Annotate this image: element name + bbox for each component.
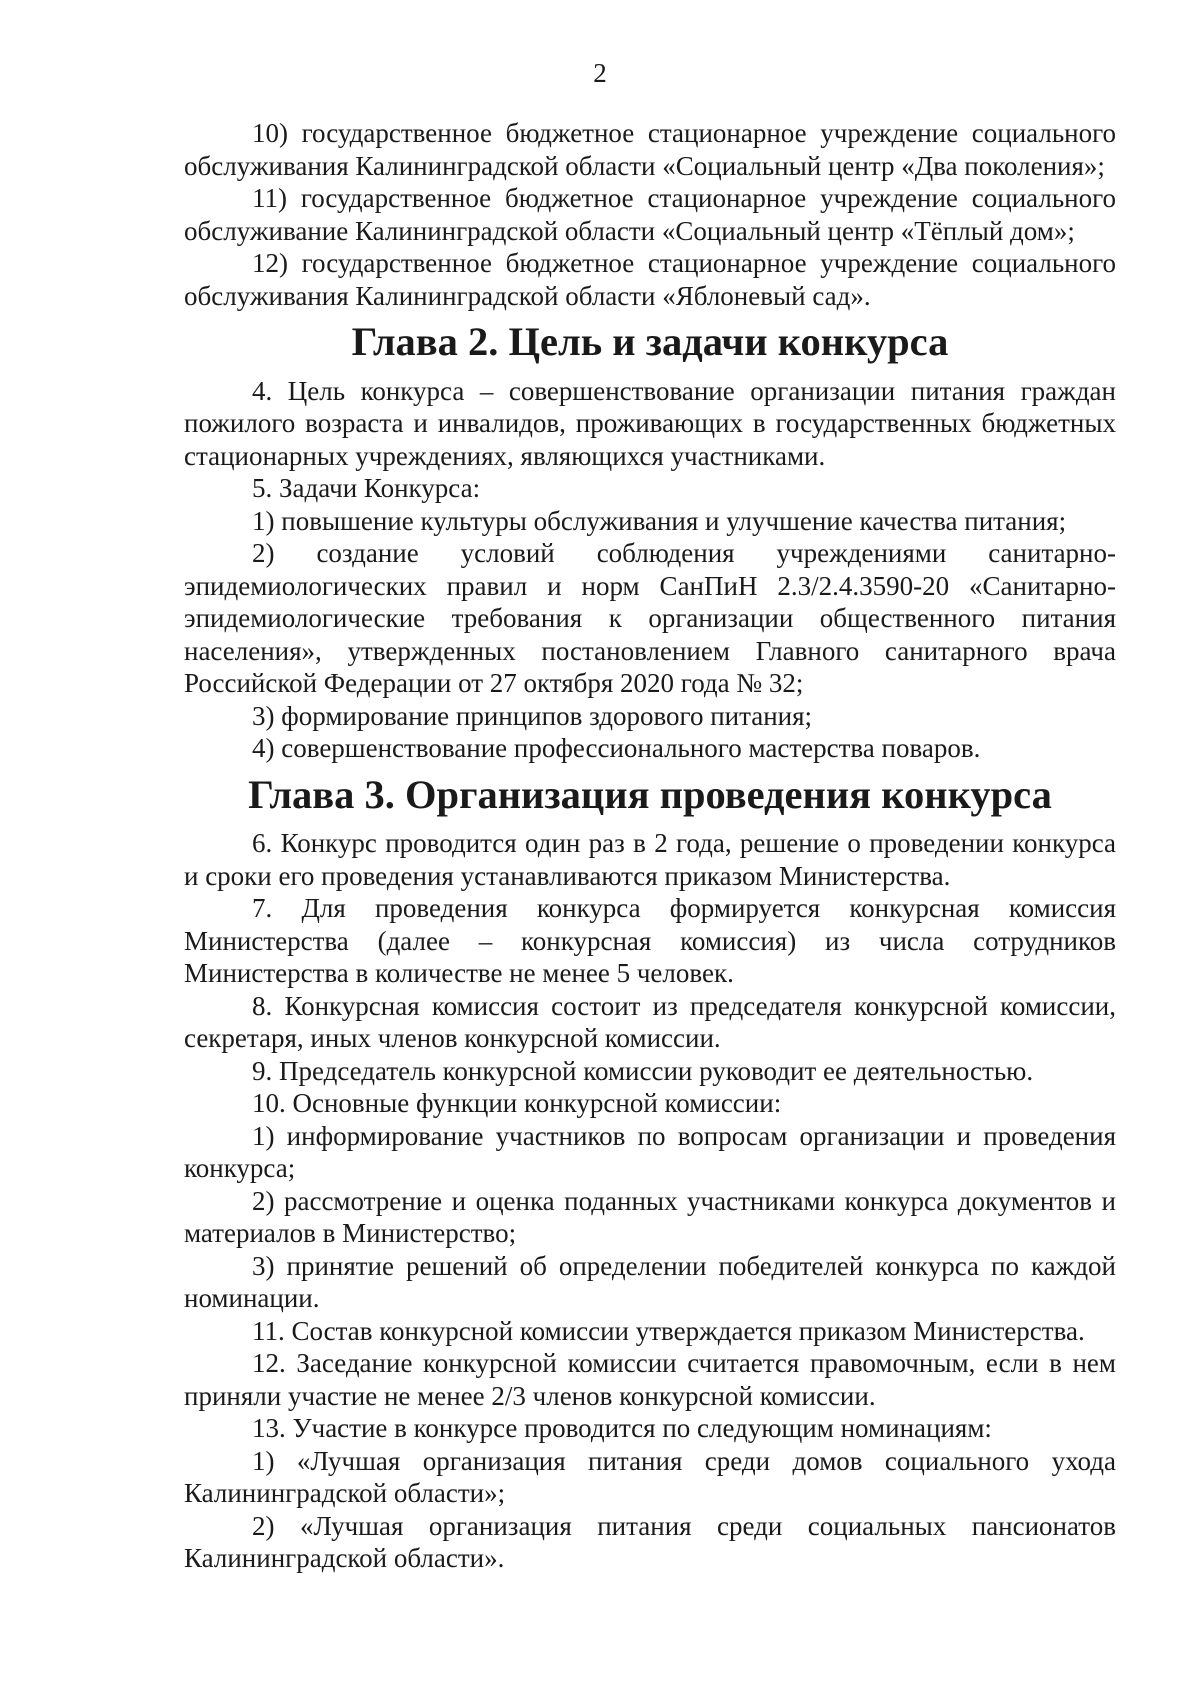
paragraph: 1) «Лучшая организация питания среди домов социального ухода Калининградской области»; (184, 1445, 1116, 1508)
chapter-3-body (184, 827, 1116, 1575)
paragraph: 2) рассмотрение и оценка поданных участниками конкурса документов и материалов в Министерство; (184, 1185, 1116, 1248)
paragraph: 2) создание условий соблюдения учреждениями санитарно-эпидемиологических правил и норм СанПиН 2.3/2.4.3590-20 «Санитарно-эпидемиологические требования к организации общественного питания населения», утвержденных постановлением Главного санитарного врача Российской Федерации от 27 октября 2020 года № 32; (184, 538, 1116, 698)
paragraph: 6. Конкурс проводится один раз в 2 года, решение о проведении конкурса и сроки его проведения устанавливаются приказом Министерства. (184, 828, 1116, 891)
paragraph: 11. Состав конкурсной комиссии утверждается приказом Министерства. (252, 1315, 1085, 1346)
chapter-2-heading: Глава 2. Цель и задачи конкурса (351, 319, 949, 364)
paragraph: 3) принятие решений об определении победителей конкурса по каждой номинации. (184, 1250, 1116, 1313)
paragraph: 8. Конкурсная комиссия состоит из председателя конкурсной комиссии, секретаря, иных членов конкурсной комиссии. (184, 990, 1116, 1053)
chapter-3-heading: Глава 3. Организация проведения конкурса (248, 771, 1052, 817)
paragraph: 9. Председатель конкурсной комиссии руководит ее деятельностью. (252, 1055, 1034, 1086)
paragraph: 10. Основные функции конкурсной комиссии: (252, 1088, 782, 1118)
list-item: 10) государственное бюджетное стационарное учреждение социального обслуживания Калининградской области «Социальный центр «Два поколения»; (184, 118, 1116, 181)
document-body (184, 117, 1116, 1575)
paragraph: 12. Заседание конкурсной комиссии считается правомочным, если в нем приняли участие не менее 2/3 членов конкурсной комиссии. (184, 1348, 1116, 1411)
paragraph: 4) совершенствование профессионального мастерства поваров. (252, 733, 981, 763)
paragraph: 4. Цель конкурса – совершенствование организации питания граждан пожилого возраста и инвалидов, проживающих в государственных бюджетных стационарных учреждениях, являющихся участниками. (184, 375, 1116, 471)
list-item: 11) государственное бюджетное стационарное учреждение социального обслуживание Калининградской области «Социальный центр «Тёплый дом»; (184, 183, 1116, 246)
paragraph: 1) информирование участников по вопросам организации и проведения конкурса; (184, 1120, 1116, 1183)
intro-list (184, 117, 1116, 312)
list-item: 12) государственное бюджетное стационарное учреждение социального обслуживания Калининградской области «Яблоневый сад». (184, 248, 1116, 311)
page-number: 2 (593, 58, 607, 88)
paragraph: 3) формирование принципов здорового питания; (252, 700, 813, 731)
paragraph: 7. Для проведения конкурса формируется конкурсная комиссия Министерства (далее – конкурсная комиссия) из числа сотрудников Министерства в количестве не менее 5 человек. (184, 893, 1116, 988)
paragraph: 5. Задачи Конкурса: (252, 473, 481, 503)
chapter-2-body (184, 375, 1116, 765)
paragraph: 13. Участие в конкурсе проводится по следующим номинациям: (252, 1413, 992, 1443)
paragraph: 1) повышение культуры обслуживания и улучшение качества питания; (252, 505, 1067, 536)
paragraph: 2) «Лучшая организация питания среди социальных пансионатов Калининградской области». (184, 1510, 1116, 1573)
